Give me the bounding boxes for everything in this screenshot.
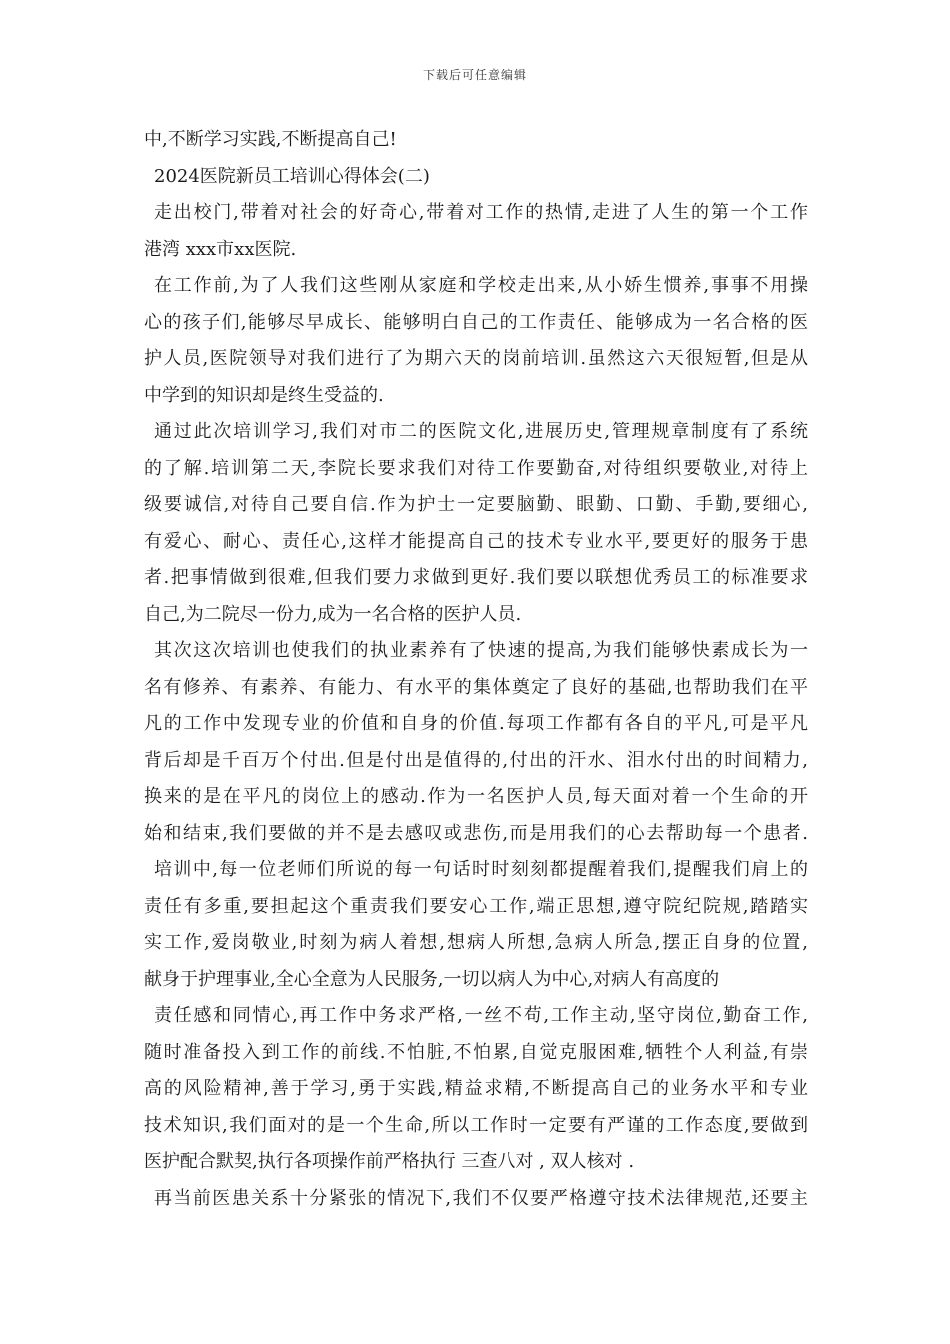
text-line: 2024医院新员工培训心得体会(二) [154, 165, 430, 187]
text-line: 责任有多重,要担起这个重责我们要安心工作,端正思想,遵守院纪院规,踏踏实 [144, 895, 808, 917]
text-line: 自己,为二院尽一份力,成为一名合格的医护人员. [144, 603, 522, 625]
text-line: 中,不断学习实践,不断提高自己! [144, 129, 397, 150]
text-line: 实工作,爱岗敬业,时刻为病人着想,想病人所想,急病人所急,摆正自身的位置, [144, 932, 808, 953]
document-body [144, 122, 808, 1217]
page-header: 下载后可任意编辑 [422, 68, 527, 82]
text-line: 名有修养、有素养、有能力、有水平的集体奠定了良好的基础,也帮助我们在平 [144, 676, 808, 698]
text-line: 在工作前,为了人我们这些刚从家庭和学校走出来,从小娇生惯养,事事不用操 [154, 275, 808, 296]
text-line: 护人员,医院领导对我们进行了为期六天的岗前培训.虽然这六天很短暂,但是从 [144, 348, 808, 369]
text-line: 随时准备投入到工作的前线.不怕脏,不怕累,自觉克服困难,牺牲个人利益,有崇 [144, 1041, 808, 1063]
text-line: 中学到的知识却是终生受益的. [144, 384, 384, 406]
text-line: 者.把事情做到很难,但我们要力求做到更好.我们要以联想优秀员工的标准要求 [144, 567, 808, 588]
text-line: 培训中,每一位老师们所说的每一句话时时刻刻都提醒着我们,提醒我们肩上的 [154, 859, 808, 880]
text-line: 其次这次培训也使我们的执业素养有了快速的提高,为我们能够快素成长为一 [154, 640, 808, 661]
text-line: 责任感和同情心,再工作中务求严格,一丝不苟,工作主动,坚守岗位,勤奋工作, [154, 1005, 808, 1026]
text-line: 技术知识,我们面对的是一个生命,所以工作时一定要有严谨的工作态度,要做到 [144, 1114, 808, 1136]
text-line: 走出校门,带着对社会的好奇心,带着对工作的热情,走进了人生的第一个工作 [154, 202, 808, 223]
text-line: 再当前医患关系十分紧张的情况下,我们不仅要严格遵守技术法律规范,还要主 [154, 1187, 808, 1209]
text-line: 有爱心、耐心、责任心,这样才能提高自己的技术专业水平,要更好的服务于患 [144, 530, 808, 552]
text-line: 背后却是千百万个付出.但是付出是值得的,付出的汗水、泪水付出的时间精力, [144, 749, 808, 771]
text-line: 心的孩子们,能够尽早成长、能够明白自己的工作责任、能够成为一名合格的医 [144, 311, 808, 333]
text-line: 换来的是在平凡的岗位上的感动.作为一名医护人员,每天面对着一个生命的开 [144, 786, 808, 807]
text-line: 的了解.培训第二天,李院长要求我们对待工作要勤奋,对待组织要敬业,对待上 [144, 457, 808, 479]
text-line: 港湾 xxx市xx医院. [144, 238, 297, 260]
text-line: 级要诚信,对待自己要自信.作为护士一定要脑勤、眼勤、口勤、手勤,要细心, [144, 494, 808, 515]
text-line: 医护配合默契,执行各项操作前严格执行 三查八对 , 双人核对 . [144, 1151, 635, 1172]
text-line: 通过此次培训学习,我们对市二的医院文化,进展历史,管理规章制度有了系统 [154, 421, 808, 442]
text-line: 高的风险精神,善于学习,勇于实践,精益求精,不断提高自己的业务水平和专业 [144, 1078, 808, 1099]
text-line: 献身于护理事业,全心全意为人民服务,一切以病人为中心,对病人有高度的 [144, 968, 720, 990]
text-line: 凡的工作中发现专业的价值和自身的价值.每项工作都有各自的平凡,可是平凡 [144, 713, 808, 734]
text-line: 始和结束,我们要做的并不是去感叹或悲伤,而是用我们的心去帮助每一个患者. [144, 822, 808, 844]
